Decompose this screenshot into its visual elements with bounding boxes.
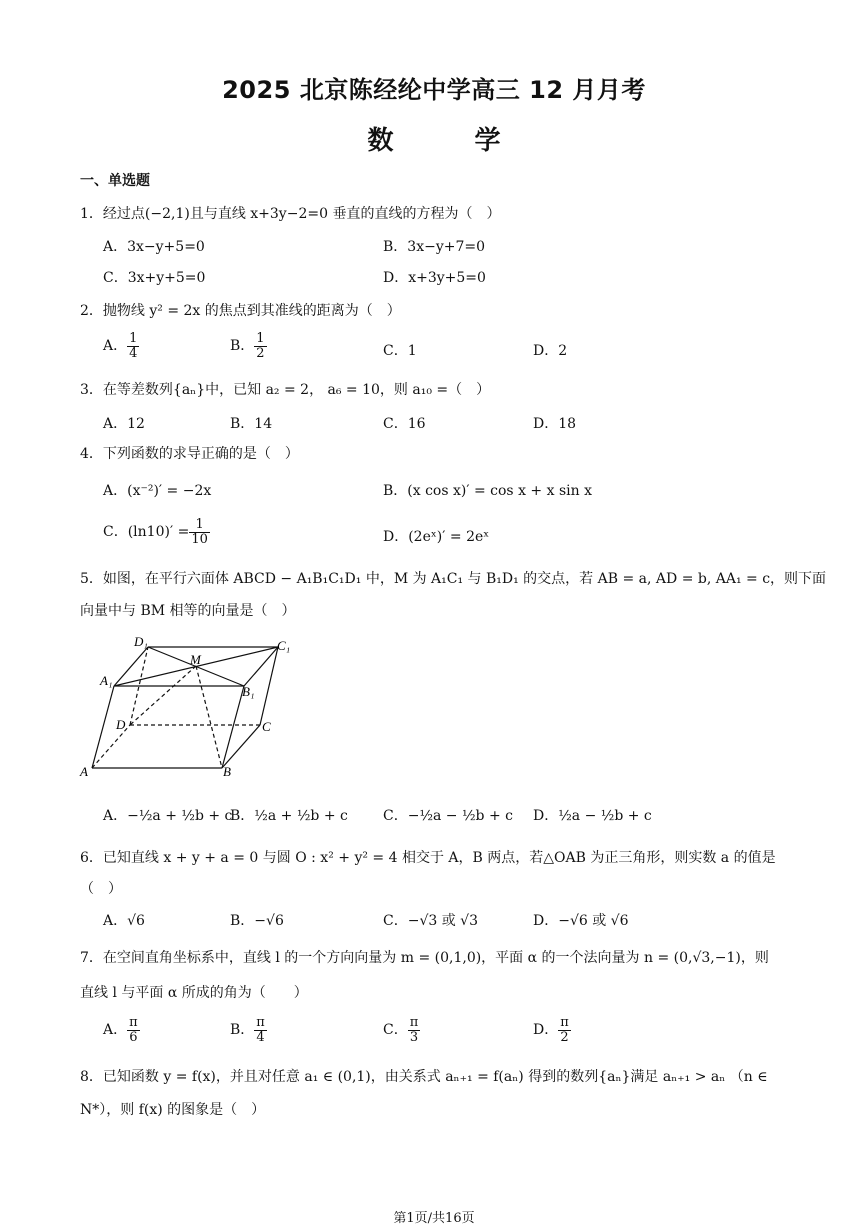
q7-option-d-label: D． [533, 1022, 559, 1039]
subject-title: 数 学 [367, 126, 537, 156]
q7-option-b-label: B． [230, 1022, 255, 1039]
q4-option-c-denominator: 10 [191, 531, 208, 547]
q7-option-d-numerator: π [560, 1015, 569, 1030]
q7-option-c-denominator: 3 [409, 1029, 419, 1045]
q4-option-c-fraction [189, 518, 210, 546]
figure-label-c1: C₁ [277, 638, 291, 653]
q6-option-d: D．−√6 或 √6 [533, 913, 629, 929]
q5-option-a: A．−½a + ½b + c [103, 808, 233, 824]
figure-label-a: A [80, 764, 88, 779]
q7-option-b-denominator: 4 [256, 1029, 265, 1045]
q7-option-a [103, 1016, 140, 1044]
q4-option-c [103, 518, 210, 546]
figure-label-d1: D₁ [134, 634, 148, 649]
q4-option-c-numerator: 1 [189, 518, 210, 533]
q2-option-b-label: B． [230, 338, 255, 355]
q6-option-a: A．√6 [103, 913, 145, 929]
q7-option-d-denominator: 2 [560, 1029, 569, 1045]
figure-label-d: D [116, 717, 126, 732]
q3-option-a: A．12 [103, 416, 145, 432]
q8-stem-line2: N*），则 f(x) 的图象是（ ） [80, 1102, 266, 1118]
q2-stem: 2．抛物线 y² = 2x 的焦点到其准线的距离为（ ） [80, 303, 401, 319]
q7-option-c-fraction [408, 1016, 421, 1044]
q7-option-b [230, 1016, 267, 1044]
q6-stem-line1: 6．已知直线 x + y + a = 0 与圆 O : x² + y² = 4 相交于 A，B 两点，若△OAB 为正三角形，则实数 a 的值是 [80, 850, 776, 866]
q2-option-a [103, 332, 139, 360]
figure-label-b: B [223, 764, 231, 779]
q4-option-b: B．(x cos x)′ = cos x + x sin x [383, 483, 592, 499]
q3-option-d: D．18 [533, 416, 577, 432]
q7-option-c-numerator: π [409, 1015, 419, 1030]
q7-option-b-numerator: π [256, 1015, 265, 1030]
q2-option-d: D．2 [533, 343, 568, 359]
q7-option-b-fraction [254, 1016, 267, 1044]
exam-title: 2025 北京陈经纶中学高三 12 月月考 [222, 76, 646, 104]
q1-option-d: D．x+3y+5=0 [383, 270, 486, 286]
q8-stem-line1: 8．已知函数 y = f(x)，并且对任意 a₁ ∈ (0,1)，由关系式 aₙ₊₁ = f(aₙ) 得到的数列{aₙ}满足 aₙ₊₁ > aₙ （n ∈ [80, 1069, 768, 1085]
q4-option-d: D．(2eˣ)′ = 2eˣ [383, 529, 490, 545]
q2-option-a-fraction [127, 332, 139, 360]
q7-stem-line2: 直线 l 与平面 α 所成的角为（ ） [80, 985, 308, 1001]
q2-option-b [230, 332, 267, 360]
q3-option-b: B．14 [230, 416, 273, 432]
q2-option-a-numerator: 1 [129, 331, 138, 346]
q7-option-a-denominator: 6 [129, 1029, 138, 1045]
q6-option-b: B．−√6 [230, 913, 284, 929]
q6-stem-line2: （ ） [80, 881, 122, 897]
q7-option-a-numerator: π [129, 1015, 138, 1030]
q7-stem-line1: 7．在空间直角坐标系中，直线 l 的一个方向向量为 m = (0,1,0)，平面 α 的一个法向量为 n = (0,√3,−1)，则 [80, 950, 769, 966]
q1-option-c: C．3x+y+5=0 [103, 270, 206, 286]
q2-option-a-label: A． [103, 338, 128, 355]
q2-option-b-numerator: 1 [256, 331, 265, 346]
q7-option-c-label: C． [383, 1022, 408, 1039]
parallelepiped-figure [78, 630, 298, 780]
q4-option-c-label: C．(ln10)′ = [103, 524, 190, 541]
q2-option-b-fraction [254, 332, 266, 360]
q1-option-b: B．3x−y+7=0 [383, 239, 486, 255]
q6-option-c: C．−√3 或 √3 [383, 913, 478, 929]
q5-stem-line1: 5．如图，在平行六面体 ABCD − A₁B₁C₁D₁ 中，M 为 A₁C₁ 与 B₁D₁ 的交点，若 AB = a, AD = b, AA₁ = c，则下面 [80, 571, 827, 587]
q7-option-a-label: A． [103, 1022, 128, 1039]
figure-label-a1: A₁ [100, 673, 113, 688]
q5-stem-line2: 向量中与 BM 相等的向量是（ ） [80, 603, 296, 619]
q5-option-b: B．½a + ½b + c [230, 808, 348, 824]
q1-option-a: A．3x−y+5=0 [103, 239, 205, 255]
q1-stem: 1．经过点(−2,1)且与直线 x+3y−2=0 垂直的直线的方程为（ ） [80, 206, 501, 222]
page-footer: 第1页/共16页 [393, 1211, 475, 1226]
q7-option-d [533, 1016, 571, 1044]
q7-option-d-fraction [558, 1016, 571, 1044]
q5-option-c: C．−½a − ½b + c [383, 808, 513, 824]
q7-option-c [383, 1016, 420, 1044]
q4-stem: 4．下列函数的求导正确的是（ ） [80, 446, 299, 462]
figure-label-m: M [190, 652, 201, 667]
figure-label-c: C [262, 719, 271, 734]
q5-option-d: D．½a − ½b + c [533, 808, 652, 824]
q2-option-a-denominator: 4 [129, 345, 138, 361]
q4-option-a: A．(x⁻²)′ = −2x [103, 483, 212, 499]
q2-option-b-denominator: 2 [256, 345, 265, 361]
q3-stem: 3．在等差数列{aₙ}中，已知 a₂ = 2， a₆ = 10，则 a₁₀ =（ ） [80, 382, 491, 398]
section-heading: 一、单选题 [80, 173, 150, 189]
q2-option-c: C．1 [383, 343, 417, 359]
figure-label-b1: B₁ [242, 684, 255, 699]
q7-option-a-fraction [127, 1016, 140, 1044]
q3-option-c: C．16 [383, 416, 426, 432]
